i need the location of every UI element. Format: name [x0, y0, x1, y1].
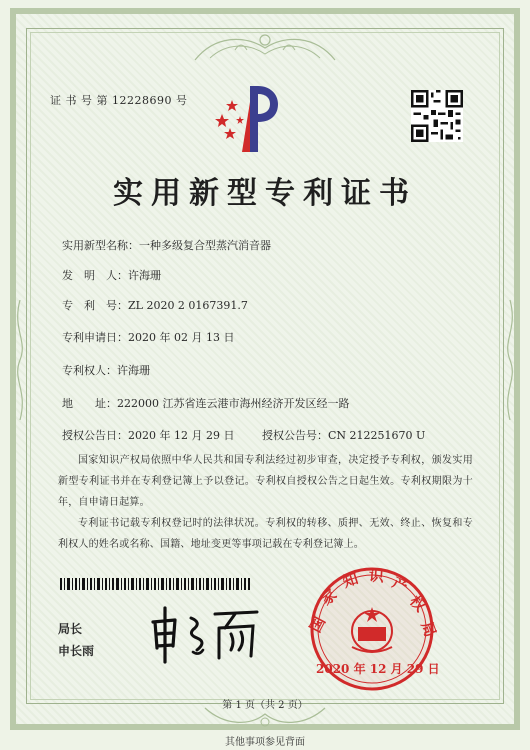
footer-note: 其他事项参见背面 [225, 737, 305, 748]
svg-text:权: 权 [406, 592, 430, 616]
director-name: 申长雨 [58, 644, 95, 658]
grant-date-value: 2020 年 12 月 29 日 [128, 429, 235, 442]
svg-text:家: 家 [317, 585, 341, 609]
address-row [62, 395, 350, 411]
certificate-number [50, 92, 188, 108]
svg-text:知: 知 [340, 569, 361, 592]
right-ornament [502, 300, 518, 420]
svg-text:产: 产 [389, 573, 411, 596]
legal-status-paragraph: 专利证书记载专利权登记时的法律状况。专利权的转移、质押、无效、终止、恢复和专利权人的姓名或名称、国籍、地址变更等事项记载在专利登记簿上。 [58, 518, 473, 550]
patentee-label: 专利权人： [62, 364, 117, 377]
grant-number-value: CN 212251670 U [328, 429, 426, 442]
patent-number-value: ZL 2020 2 0167391.7 [128, 299, 248, 312]
grant-statement-paragraph: 国家知识产权局依照中华人民共和国专利法经过初步审查，决定授予专利权，颁发实用新型专利证书并在专利登记簿上予以登记。专利权自授权公告之日起生效。专利权期限为十年，自申请日起算。 [58, 455, 473, 508]
barcode-icon [60, 578, 250, 590]
inventor-row [62, 267, 161, 283]
filing-date-label: 专利申请日： [62, 331, 128, 344]
grant-date-row [62, 427, 234, 443]
qr-code-icon [411, 90, 463, 142]
utility-name-row [62, 237, 271, 253]
svg-text:局: 局 [417, 619, 440, 640]
director-title: 局长 [58, 622, 83, 636]
patent-number-label: 专 利 号： [62, 299, 128, 312]
patentee-value: 许海珊 [117, 364, 150, 377]
svg-text:国: 国 [306, 613, 330, 636]
address-label: 地 址： [62, 397, 117, 410]
inventor-value: 许海珊 [128, 269, 161, 282]
certificate-number-label: 证 书 号 第 [50, 94, 108, 107]
left-ornament [12, 300, 28, 420]
top-ornament [185, 30, 345, 64]
grant-date-label: 授权公告日： [62, 429, 128, 442]
patentee-row [62, 362, 150, 378]
page-number: 第 1 页（共 2 页） [222, 700, 308, 711]
svg-text:识: 识 [368, 566, 385, 586]
utility-name-label: 实用新型名称： [62, 239, 139, 252]
patent-number-row [62, 297, 248, 313]
grant-number-label: 授权公告号： [262, 429, 328, 442]
address-value: 222000 江苏省连云港市海州经济开发区经一路 [117, 397, 350, 410]
certificate-number-suffix: 号 [176, 94, 188, 107]
filing-date-value: 2020 年 02 月 13 日 [128, 331, 235, 344]
certificate-number-value: 12228690 [112, 94, 172, 107]
filing-date-row [62, 329, 234, 345]
cnipa-logo-icon [212, 82, 286, 158]
certificate-title: 实用新型专利证书 [113, 176, 417, 211]
director-signature-icon [145, 600, 265, 670]
seal-date: 2020 年 12 月 29 日 [316, 662, 440, 676]
inventor-label: 发 明 人： [62, 269, 128, 282]
grant-number-row [262, 427, 425, 443]
utility-name-value: 一种多级复合型蒸汽消音器 [139, 239, 271, 252]
